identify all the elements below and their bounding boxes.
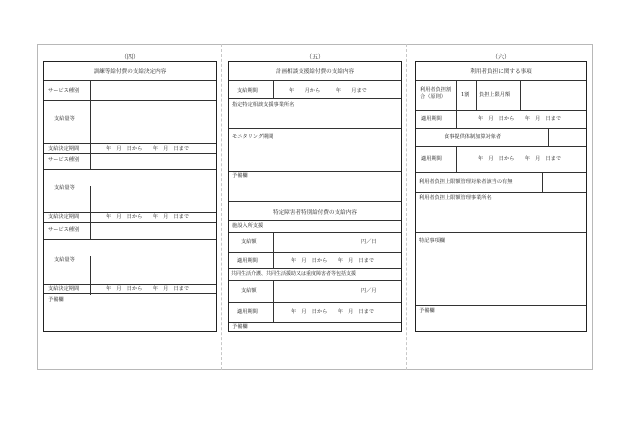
apply-period-value: 年 月 日から 年 月 日まで: [478, 156, 562, 162]
burden-ratio-label: 利用者負担割合（原則）: [420, 87, 452, 100]
period-label: 支給決定期間: [48, 286, 80, 292]
panel3-title: 利用者負担に関する事項: [470, 69, 532, 75]
apply-period-label: 適用期間: [421, 156, 442, 162]
support-period-value: 年 月から 年 月まで: [289, 88, 367, 94]
consultation-office-label: 指定特定相談支援事業所名: [232, 102, 295, 108]
apply-period-label: 適用期間: [421, 116, 442, 122]
meal-provision-label: 食事提供体制加算対象者: [444, 134, 502, 140]
period-label: 支給決定期間: [48, 214, 80, 220]
support-period-label: 支給期間: [237, 88, 258, 94]
column-label-6: （六）: [491, 54, 510, 61]
pay-unit-daily: 円／日: [361, 239, 377, 245]
monitoring-period-label: モニタリング期間: [232, 134, 274, 140]
pay-unit-monthly: 円／月: [361, 288, 377, 294]
limit-management-label: 利用者負担上限額管理対象者該当の有無: [419, 179, 513, 185]
column-label-4: （四）: [120, 54, 139, 61]
group-home-label: 共同生活介護、共同生活援助又は重度障害者等包括支援: [231, 271, 357, 277]
amount-label: 支給量等: [54, 185, 75, 191]
apply-period-value: 年 月 日から 年 月 日まで: [478, 116, 562, 122]
panel-training-benefit: [43, 61, 217, 332]
special-benefit-title: 特定障害者特別給付費の支給内容: [273, 210, 357, 216]
apply-period-value: 年 月 日から 年 月 日まで: [291, 309, 375, 315]
fold-line-right: [406, 44, 407, 370]
pay-amount-label: 支給額: [241, 288, 257, 294]
fold-line-left: [221, 44, 222, 370]
column-label-5: （五）: [305, 54, 324, 61]
panel2-title: 計画相談支援給付費の支給内容: [275, 69, 355, 75]
apply-period-value: 年 月 日から 年 月 日まで: [291, 258, 375, 264]
memo-label: 予備欄: [419, 308, 435, 314]
monthly-limit-label: 負担上限月額: [479, 92, 511, 98]
memo-label: 予備欄: [232, 324, 248, 330]
special-notes-label: 特記事項欄: [419, 238, 445, 244]
period-value: 年 月 日から 年 月 日まで: [106, 146, 190, 152]
service-type-label: サービス種別: [48, 227, 80, 233]
facility-support-label: 施設入所支援: [232, 223, 264, 229]
period-value: 年 月 日から 年 月 日まで: [106, 214, 190, 220]
limit-office-label: 利用者負担上限額管理事業所名: [419, 195, 492, 201]
panel-user-burden: [415, 61, 587, 332]
service-type-label: サービス種別: [48, 157, 80, 163]
service-type-label: サービス種別: [48, 88, 80, 94]
memo-label: 予備欄: [232, 173, 248, 179]
burden-ratio-value: 1割: [461, 92, 470, 98]
panel1-title: 訓練等給付費の支給決定内容: [93, 69, 167, 75]
period-label: 支給決定期間: [48, 146, 80, 152]
pay-amount-label: 支給額: [241, 239, 257, 245]
panel-plan-consultation: [228, 61, 402, 332]
amount-label: 支給量等: [54, 257, 75, 263]
memo-label: 予備欄: [48, 297, 64, 303]
amount-label: 支給量等: [54, 116, 75, 122]
apply-period-label: 適用期間: [237, 309, 258, 315]
apply-period-label: 適用期間: [237, 258, 258, 264]
period-value: 年 月 日から 年 月 日まで: [106, 286, 190, 292]
